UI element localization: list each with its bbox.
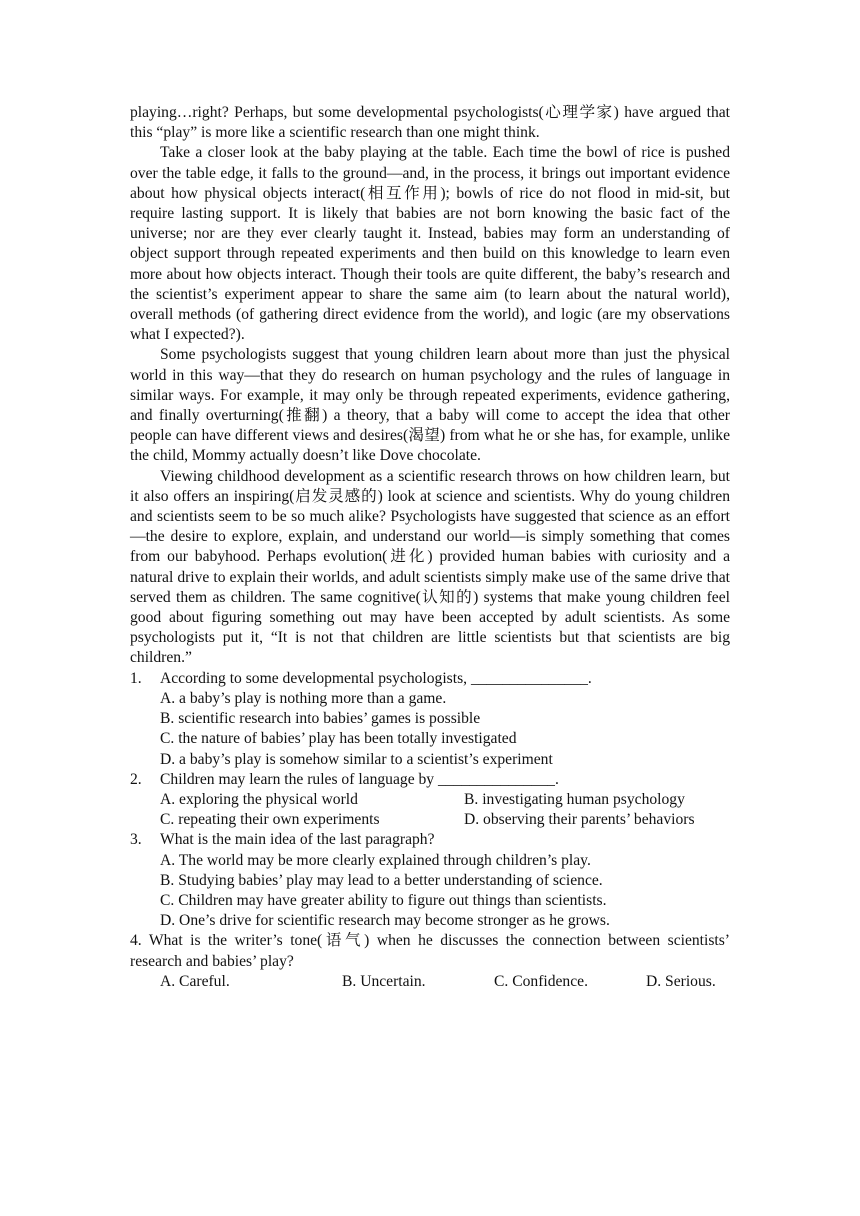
- question-1-option-d: D. a baby’s play is somehow similar to a scientist’s experiment: [160, 750, 553, 768]
- passage-paragraph-2: Some psychologists suggest that young children learn about more than just the physical world in this way—that they do research on human psychology and the rules of language in similar ways. For example, it may only be through repeated experiments, evidence gathering, and finally overturning(推翻) a theory, that a baby will come to accept the idea that other people can have different views and desires(渴望) from what he or she has, for example, unlike the child, Mommy actually doesn’t like Dove chocolate.: [130, 346, 730, 465]
- question-2: [130, 770, 730, 790]
- question-1-option-a: A. a baby’s play is nothing more than a game.: [160, 689, 447, 707]
- question-2-option-b: B. investigating human psychology: [464, 790, 685, 808]
- question-4-option-c: C. Confidence.: [494, 972, 588, 990]
- question-1-option-b: B. scientific research into babies’ games is possible: [160, 710, 481, 728]
- passage-paragraph-1: Take a closer look at the baby playing at the table. Each time the bowl of rice is pushed over the table edge, it falls to the ground—and, in the process, it brings out important evidence about how physical objects interact(相互作用); bowls of rice do not flood in mid-sit, but require lasting support. It is likely that babies are not born knowing the basic fact of the universe; nor are they ever clearly taught it. Instead, babies may form an understanding of object support through repeated experiments and then build on this knowledge to learn even more about how objects interact. Though their tools are quite different, the baby’s research and the scientist’s experiment appear to share the same aim (to learn about the natural world), overall methods (of gathering direct evidence from the world), and logic (are my observations what I expected?).: [130, 144, 730, 344]
- question-4-options-row: [160, 972, 730, 992]
- question-2-number: 2.: [130, 770, 142, 788]
- question-2-text: Children may learn the rules of language by _______________.: [160, 770, 559, 788]
- question-4-text: 4. What is the writer’s tone(语气) when he discusses the connection between scientists’ research and babies’ play?: [130, 932, 730, 970]
- question-2-option-d: D. observing their parents’ behaviors: [464, 811, 695, 829]
- question-1-option-c: C. the nature of babies’ play has been totally investigated: [160, 730, 517, 748]
- question-3-option-d: D. One’s drive for scientific research may become stronger as he grows.: [160, 912, 610, 930]
- passage-paragraph-3: Viewing childhood development as a scientific research throws on how children learn, but it also offers an inspiring(启发灵感的) look at science and scientists. Why do young children and scientists seem to be so much alike? Psychologists have suggested that science as an effort—the desire to explore, explain, and understand our world—is simply something that comes from our babyhood. Perhaps evolution(进化) provided human babies with curiosity and a natural drive to explain their worlds, and adult scientists simply make use of the same drive that served them as children. The same cognitive(认知的) systems that make young children feel good about figuring something out may have been accepted by adult scientists. As some psychologists put it, “It is not that children are little scientists but that scientists are big children.”: [130, 467, 730, 667]
- question-2-option-a: A. exploring the physical world: [160, 790, 358, 808]
- question-3-option-c: C. Children may have greater ability to figure out things than scientists.: [160, 891, 607, 909]
- question-2-option-c: C. repeating their own experiments: [160, 811, 380, 829]
- question-2-options-row-2: [160, 810, 730, 830]
- question-4-option-b: B. Uncertain.: [342, 972, 426, 990]
- passage-paragraph-0: playing…right? Perhaps, but some developmental psychologists(心理学家) have argued that this “play” is more like a scientific research than one might think.: [130, 104, 730, 142]
- question-3-text: What is the main idea of the last paragraph?: [160, 831, 435, 849]
- question-3-option-a: A. The world may be more clearly explained through children’s play.: [160, 851, 591, 869]
- question-4-option-d: D. Serious.: [646, 972, 716, 990]
- document-page: [130, 103, 730, 992]
- question-3: [130, 830, 730, 850]
- question-1-number: 1.: [130, 669, 142, 687]
- question-4-option-a: A. Careful.: [160, 972, 230, 990]
- question-1: [130, 669, 730, 689]
- question-1-text: According to some developmental psychologists, _______________.: [160, 669, 592, 687]
- question-2-options-row-1: [160, 790, 730, 810]
- question-3-number: 3.: [130, 831, 142, 849]
- question-3-option-b: B. Studying babies’ play may lead to a better understanding of science.: [160, 871, 603, 889]
